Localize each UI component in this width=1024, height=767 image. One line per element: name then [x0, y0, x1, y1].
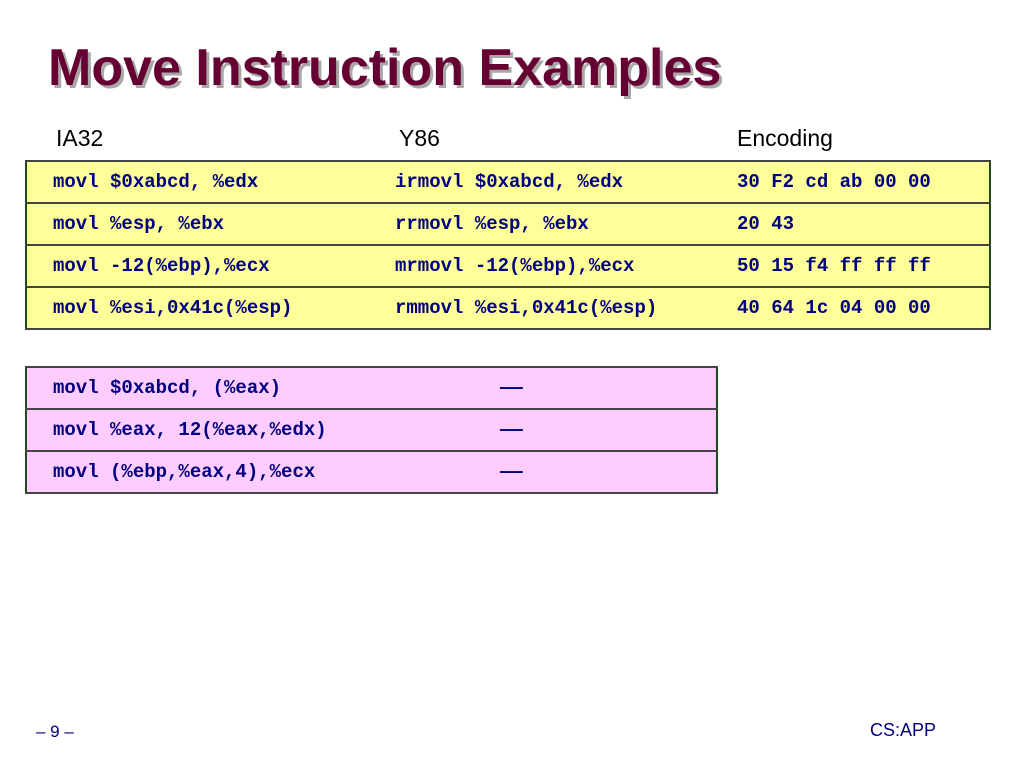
slide-title: Move Instruction Examples	[48, 39, 722, 97]
encoding-column-header: Encoding	[737, 125, 833, 151]
table-row	[26, 451, 717, 493]
table-row	[26, 367, 717, 409]
ia32-instruction: movl %eax, 12(%eax,%edx)	[26, 409, 500, 451]
encoding-bytes: 20 43	[737, 203, 990, 245]
ia32-column-header: IA32	[56, 125, 104, 151]
ia32-instruction: movl $0xabcd, (%eax)	[26, 367, 500, 409]
y86-instruction: irmovl $0xabcd, %edx	[395, 161, 737, 203]
page-number: – 9 –	[36, 722, 74, 741]
encoding-bytes: 40 64 1c 04 00 00	[737, 287, 990, 329]
table-row	[26, 203, 990, 245]
course-brand: CS:APP	[870, 720, 937, 740]
ia32-instruction: movl $0xabcd, %edx	[26, 161, 395, 203]
untranslatable-instructions-table	[25, 366, 718, 494]
ia32-instruction: movl %esi,0x41c(%esp)	[26, 287, 395, 329]
table-row	[26, 409, 717, 451]
no-y86-equivalent: ——	[500, 409, 717, 451]
table-row	[26, 161, 990, 203]
y86-column-header: Y86	[399, 125, 440, 151]
no-y86-equivalent: ——	[500, 367, 717, 409]
y86-instruction: rrmovl %esp, %ebx	[395, 203, 737, 245]
table-row	[26, 287, 990, 329]
ia32-instruction: movl (%ebp,%eax,4),%ecx	[26, 451, 500, 493]
encoding-bytes: 50 15 f4 ff ff ff	[737, 245, 990, 287]
ia32-instruction: movl %esp, %ebx	[26, 203, 395, 245]
translated-instructions-table	[25, 160, 991, 330]
y86-instruction: mrmovl -12(%ebp),%ecx	[395, 245, 737, 287]
encoding-bytes: 30 F2 cd ab 00 00	[737, 161, 990, 203]
ia32-instruction: movl -12(%ebp),%ecx	[26, 245, 395, 287]
table-row	[26, 245, 990, 287]
no-y86-equivalent: ——	[500, 451, 717, 493]
y86-instruction: rmmovl %esi,0x41c(%esp)	[395, 287, 737, 329]
